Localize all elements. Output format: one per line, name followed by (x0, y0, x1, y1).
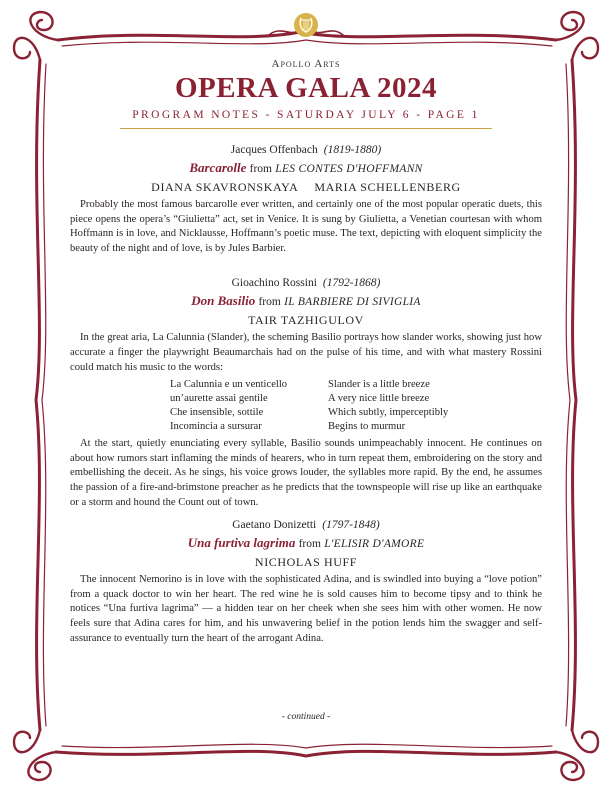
program-content (70, 58, 542, 646)
composer-line (70, 518, 542, 533)
from-word: from (249, 163, 272, 175)
composer-name: Gioachino Rossini (231, 277, 317, 290)
piece-offenbach (70, 143, 542, 256)
lyre-emblem-icon (291, 10, 321, 40)
aria-title: Barcarolle (189, 160, 247, 175)
performer-name: MARIA SCHELLENBERG (314, 180, 461, 194)
lyrics-block (170, 378, 542, 434)
composer-line (70, 276, 542, 291)
performer-name: TAIR TAZHIGULOV (248, 313, 364, 328)
from-word: from (298, 538, 321, 551)
composer-name: Gaetano Donizetti (232, 519, 317, 532)
opera-title: L'ELISIR D'AMORE (324, 538, 425, 551)
lyric-line: Incomincia a sursurar (170, 421, 262, 433)
performers-line (70, 179, 542, 195)
performers-line (70, 554, 542, 570)
performers-line (70, 312, 542, 328)
brand-name: Apollo Arts (271, 58, 341, 70)
continued-note: - continued - (281, 712, 331, 722)
work-line (70, 160, 542, 177)
lyric-line: A very nice little breeze (328, 393, 430, 405)
performer-name: NICHOLAS HUFF (254, 555, 358, 570)
lyrics-italian (170, 378, 328, 434)
program-note: At the start, quietly enunciating every syllable, Basilio sounds unimpeachably innocent. He continues on about how rumors start inflaming the minds of hearers, who in turn repeat them, embroidering on the story and embellishing the deceit. As he sings, his voice grows louder, the syllables more rapid. By the end, he assumes the passion of a fire-and-brimstone preacher as he predicts that the townspeople will rise up like an earthquake or a storm and hound the Count out of town. (70, 438, 542, 508)
composer-dates: (1792-1868) (322, 277, 381, 290)
program-note: In the great aria, La Calunnia (Slander), the scheming Basilio portrays how slander works, showing just how accurate a finger the playwright Beaumarchais had on the pulse of his time, and with what mastery Rossini could match his music to the words: (70, 332, 542, 373)
lyric-line: Che insensible, sottile (170, 407, 264, 419)
program-note: Probably the most famous barcarolle ever written, and certainly one of the most popular operatic duets, this piece opens the opera’s “Giulietta” act, set in Venice. It is sung by Giulietta, a Venetian courtesan with whom Hoffmann is in love, and Nicklausse, Hoffmann’s poetic muse. The text, depicting with eloquent simplicity the beauty of the night and of love, is by Jules Barbier. (70, 199, 542, 254)
from-word: from (258, 296, 281, 309)
lyrics-english (328, 378, 486, 434)
program-note: The innocent Nemorino is in love with the sophisticated Adina, and is swindled into buying a “love potion” from a quack doctor to win her heart. The red wine he is sold causes him to become tipsy and to think he notices “Una furtiva lagrima” — a hidden tear on her cheek when she sees him with other women. He now feels sure that Adina cares for him, and his unwavering belief in the potion lends him the swagger and self-assurance to eventually turn the heart of the arrogant Adina. (70, 574, 542, 644)
title-rule (120, 128, 492, 129)
opera-title: LES CONTES D'HOFFMANN (275, 163, 423, 175)
page-title: OPERA GALA 2024 (174, 72, 438, 104)
lyric-line: Begins to murmur (328, 421, 406, 433)
composer-dates: (1819-1880) (323, 144, 382, 156)
lyric-line: Slander is a little breeze (328, 379, 430, 391)
opera-title: IL BARBIERE DI SIVIGLIA (284, 296, 421, 309)
piece-rossini (70, 276, 542, 510)
aria-title: Don Basilio (191, 293, 256, 309)
composer-name: Jacques Offenbach (230, 144, 318, 156)
lyric-line: Which subtly, imperceptibly (328, 407, 449, 419)
aria-title: Una furtiva lagrima (187, 535, 296, 551)
composer-line (70, 143, 542, 158)
performer-name: DIANA SKAVRONSKAYA (151, 180, 299, 194)
work-line (70, 293, 542, 310)
composer-dates: (1797-1848) (322, 519, 380, 532)
piece-donizetti (70, 518, 542, 646)
page-subtitle: PROGRAM NOTES - SATURDAY JULY 6 - PAGE 1 (132, 109, 480, 121)
lyric-line: un’aurette assai gentile (170, 393, 268, 405)
lyric-line: La Calunnia e un venticello (170, 379, 288, 391)
work-line (70, 535, 542, 552)
